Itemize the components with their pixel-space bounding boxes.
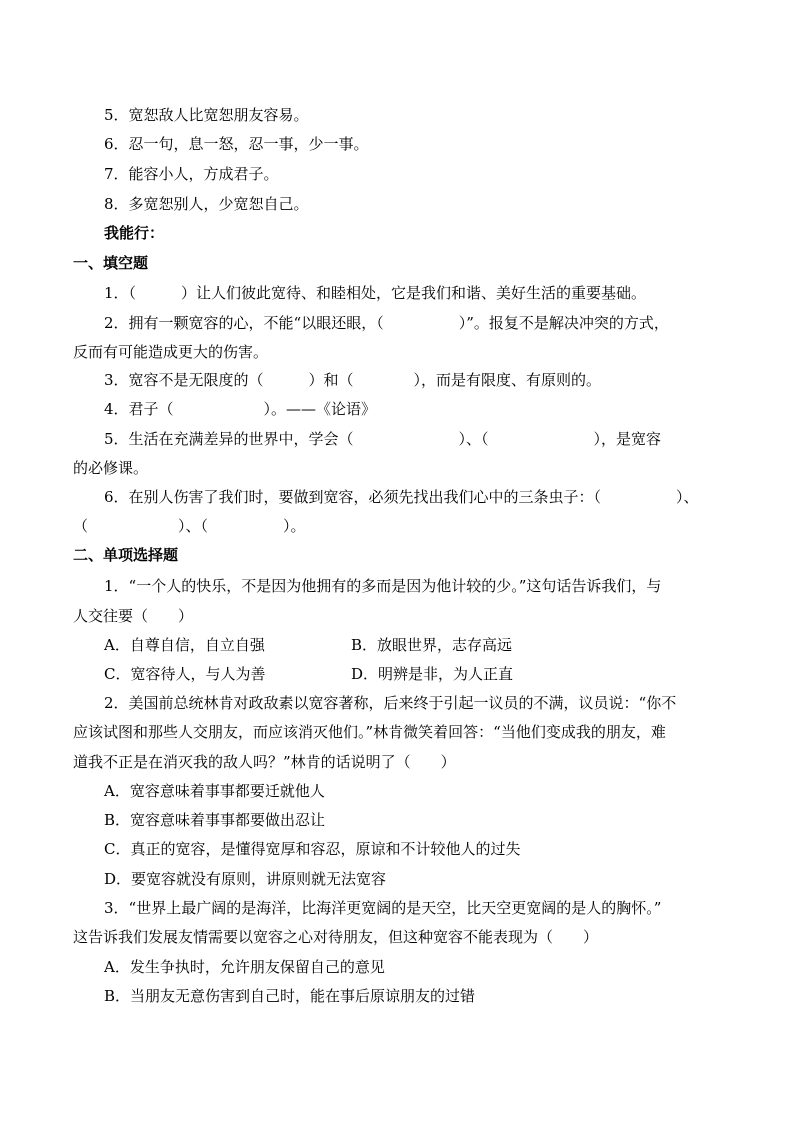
choice-1-option-b: B．放眼世界，志存高远 (351, 636, 513, 654)
choice-question-2-line2: 应该试图和那些人交朋友，而应该消灭他们。”林肯微笑着回答：“当他们变成我的朋友，难 (73, 723, 666, 741)
statement-6: 6．忍一句，息一怒，忍一事，少一事。 (104, 135, 369, 153)
fill-question-5-line2: 的必修课。 (73, 459, 149, 477)
choice-3-option-b: B．当朋友无意伤害到自己时，能在事后原谅朋友的过错 (104, 987, 476, 1005)
choice-question-2-line3: 道我不正是在消灭我的敌人吗？”林肯的话说明了（ ） (73, 753, 456, 771)
choice-2-option-b: B．宽容意味着事事都要做出忍让 (104, 811, 326, 829)
fill-question-6-line2: （ ）、（ ）。 (73, 517, 306, 535)
choice-question-3-line1: 3．“世界上最广阔的是海洋，比海洋更宽阔的是天空，比天空更宽阔的是人的胸怀。” (104, 899, 662, 917)
choice-question-1-line2: 人交往要（ ） (73, 607, 194, 625)
fill-question-3: 3．宽容不是无限度的（ ）和（ ），而是有限度、有原则的。 (104, 371, 602, 389)
wonengxing-heading: 我能行： (104, 224, 165, 242)
choice-question-3-line2: 这告诉我们发展友情需要以宽容之心对待朋友，但这种宽容不能表现为（ ） (73, 928, 599, 946)
choice-1-option-a: A．自尊自信，自立自强 (104, 636, 265, 654)
choice-question-2-line1: 2．美国前总统林肯对政敌素以宽容著称，后来终于引起一议员的不满，议员说：“你不 (104, 694, 677, 712)
section2-title: 二、单项选择题 (73, 546, 179, 564)
choice-3-option-a: A．发生争执时，允许朋友保留自己的意见 (104, 958, 385, 976)
fill-question-6-line1: 6．在别人伤害了我们时，要做到宽容，必须先找出我们心中的三条虫子：（ ）、 (104, 488, 699, 506)
fill-question-2-line1: 2．拥有一颗宽容的心，不能“以眼还眼，（ ）”。报复不是解决冲突的方式， (104, 314, 669, 332)
choice-2-option-d: D．要宽容就没有原则，讲原则就无法宽容 (104, 870, 387, 888)
fill-question-1: 1．（ ）让人们彼此宽待、和睦相处，它是我们和谐、美好生活的重要基础。 (104, 284, 647, 302)
statement-7: 7．能容小人，方成君子。 (104, 165, 279, 183)
fill-question-4: 4．君子（ ）。——《论语》 (104, 400, 377, 418)
fill-question-5-line1: 5．生活在充满差异的世界中，学会（ ）、（ ），是宽容 (104, 430, 662, 448)
section1-title: 一、填空题 (73, 254, 149, 272)
choice-1-option-d: D．明辨是非，为人正直 (351, 665, 514, 683)
choice-2-option-a: A．宽容意味着事事都要迁就他人 (104, 782, 325, 800)
choice-1-option-c: C．宽容待人，与人为善 (104, 665, 266, 683)
statement-8: 8．多宽恕别人，少宽恕自己。 (104, 195, 309, 213)
fill-question-2-line2: 反而有可能造成更大的伤害。 (73, 343, 269, 361)
choice-2-option-c: C．真正的宽容，是懂得宽厚和容忍，原谅和不计较他人的过失 (104, 840, 521, 858)
statement-5: 5．宽恕敌人比宽恕朋友容易。 (104, 106, 309, 124)
choice-question-1-line1: 1．“一个人的快乐，不是因为他拥有的多而是因为他计较的少。”这句话告诉我们，与 (104, 577, 662, 595)
